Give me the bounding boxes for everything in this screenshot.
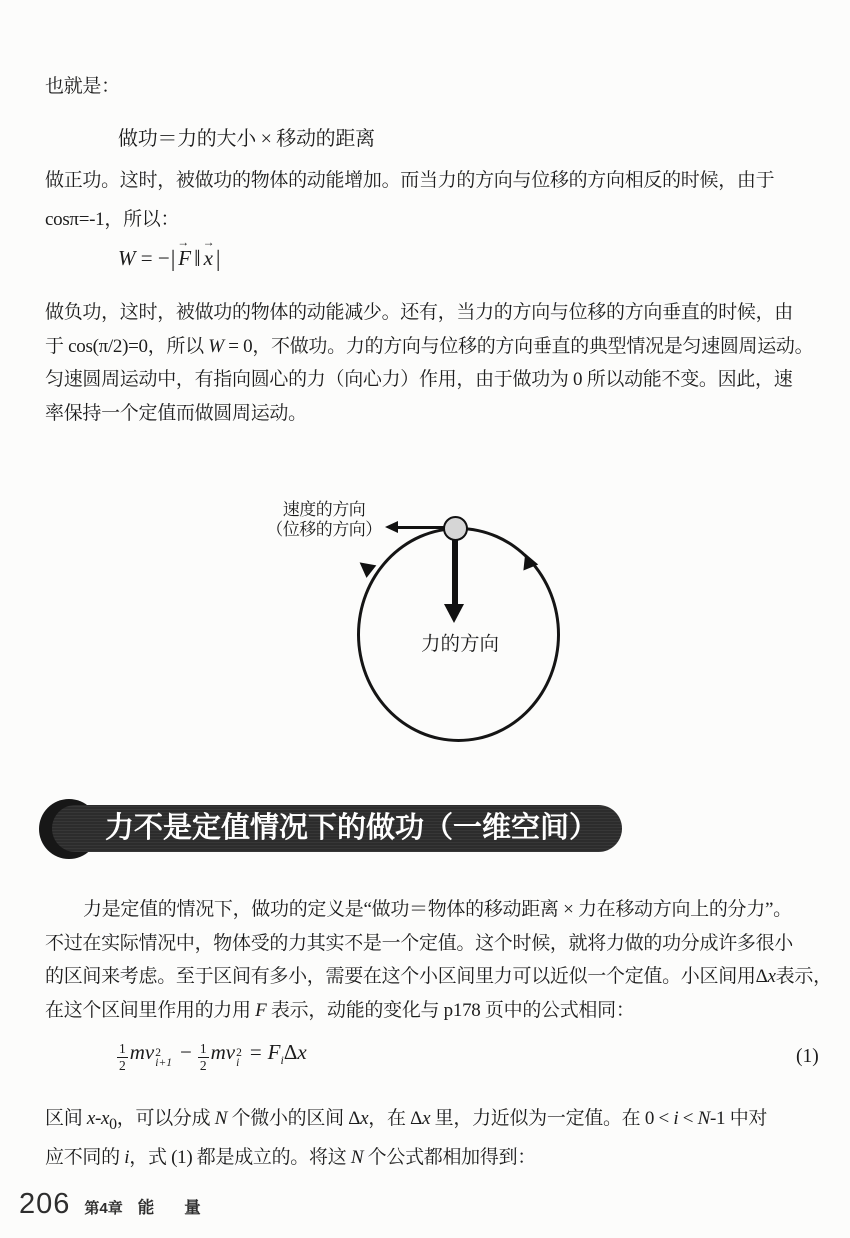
vector-F: → F	[177, 235, 192, 270]
chapter-label: 第4章	[84, 1200, 123, 1217]
force-arrow	[452, 538, 458, 606]
text-line: cosπ=-1，所以：	[45, 208, 180, 230]
fraction-half: $\frac{1}{2}$	[119, 1041, 126, 1073]
math-op: =	[249, 1040, 262, 1064]
equation-1	[117, 1040, 307, 1074]
text-line: 区间 $x-x_0$，可以分成 N 个微小的区间 Δx，在 Δx 里，力近似为一定值。在 0 < i < N-1 中对	[45, 1108, 768, 1133]
paragraph-variable-force	[45, 893, 833, 1027]
vector-arrow-icon: →	[177, 235, 190, 249]
section-title: 力不是定值情况下的做功（一维空间）	[105, 812, 599, 844]
math-delta: Δ	[283, 1040, 298, 1064]
velocity-label	[262, 500, 386, 540]
paragraph-negative-work	[45, 296, 833, 430]
math-var: v	[144, 1040, 155, 1064]
velocity-arrowhead	[385, 521, 398, 533]
fraction-half: $\frac{1}{2}$	[199, 1041, 207, 1073]
formula-negative-work	[118, 235, 222, 272]
page-footer	[19, 1188, 201, 1221]
math-op: −	[179, 1040, 192, 1064]
lead-text: 也就是：	[45, 76, 120, 97]
text-line: 应不同的 i，式 (1) 都是成立的。将这 N 个公式都相加得到：	[45, 1147, 536, 1169]
math-var: v	[225, 1040, 236, 1064]
text-line: 的区间来考虑。至于区间有多小，需要在这个小区间里力可以近似一个定值。小区间用Δx表示，	[45, 966, 832, 987]
force-label: 力的方向	[421, 634, 500, 655]
paragraph-positive-work	[45, 164, 833, 236]
equation-number: (1)	[796, 1046, 819, 1067]
force-arrowhead	[444, 604, 464, 623]
vector-x: → x	[202, 235, 215, 270]
abs-bar: |	[170, 246, 176, 271]
math-op: −	[157, 246, 170, 270]
chapter-title-char1: 能	[137, 1199, 155, 1217]
abs-bar: ‖	[194, 246, 201, 271]
text-line: 匀速圆周运动中，有指向圆心的力（向心力）作用，由于做功为 0 所以动能不变。因此，速	[45, 369, 793, 390]
abs-bar: |	[215, 246, 221, 271]
text-line: 于 cos(π/2)=0，所以 W = 0，不做功。力的方向与位移的方向垂直的典型情况是匀速圆周运动。	[45, 335, 814, 357]
math-var: W	[118, 246, 136, 270]
paragraph-intervals	[45, 1102, 833, 1175]
moving-ball	[443, 516, 468, 541]
work-definition: 做功＝力的大小 × 移动的距离	[118, 128, 375, 150]
sup-sub-stack: 2 i	[236, 1047, 242, 1069]
velocity-label-line2: （位移的方向）	[266, 520, 382, 539]
text-line: 做负功，这时，被做功的物体的动能减少。还有，当力的方向与位移的方向垂直的时候，由	[45, 302, 794, 323]
math-sub: i	[280, 1053, 284, 1068]
text-line: 在这个区间里作用的力用 F 表示，动能的变化与 p178 页中的公式相同：	[45, 999, 635, 1021]
velocity-arrow	[398, 526, 446, 529]
text-line: 不过在实际情况中，物体受的力其实不是一个定值。这个时候，就将力做的功分成许多很小	[45, 932, 794, 954]
math-var: m	[129, 1040, 145, 1064]
math-var: F	[267, 1040, 281, 1064]
vector-arrow-icon: →	[202, 235, 215, 249]
page-number: 206	[19, 1188, 71, 1220]
sup-sub-stack: 2 i+1	[155, 1047, 172, 1069]
math-op: =	[140, 246, 153, 270]
chapter-title-char2: 量	[184, 1199, 201, 1217]
text-line: 做正功。这时，被做功的物体的动能增加。而当力的方向与位移的方向相反的时候，由于	[45, 170, 775, 191]
velocity-label-line1: 速度的方向	[282, 500, 366, 519]
math-var: m	[210, 1040, 226, 1064]
text-line: 率保持一个定值而做圆周运动。	[45, 402, 307, 424]
text-line: 力是定值的情况下，做功的定义是“做功＝物体的移动距离 × 力在移动方向上的分力”。	[83, 899, 792, 920]
math-var: x	[297, 1040, 307, 1064]
